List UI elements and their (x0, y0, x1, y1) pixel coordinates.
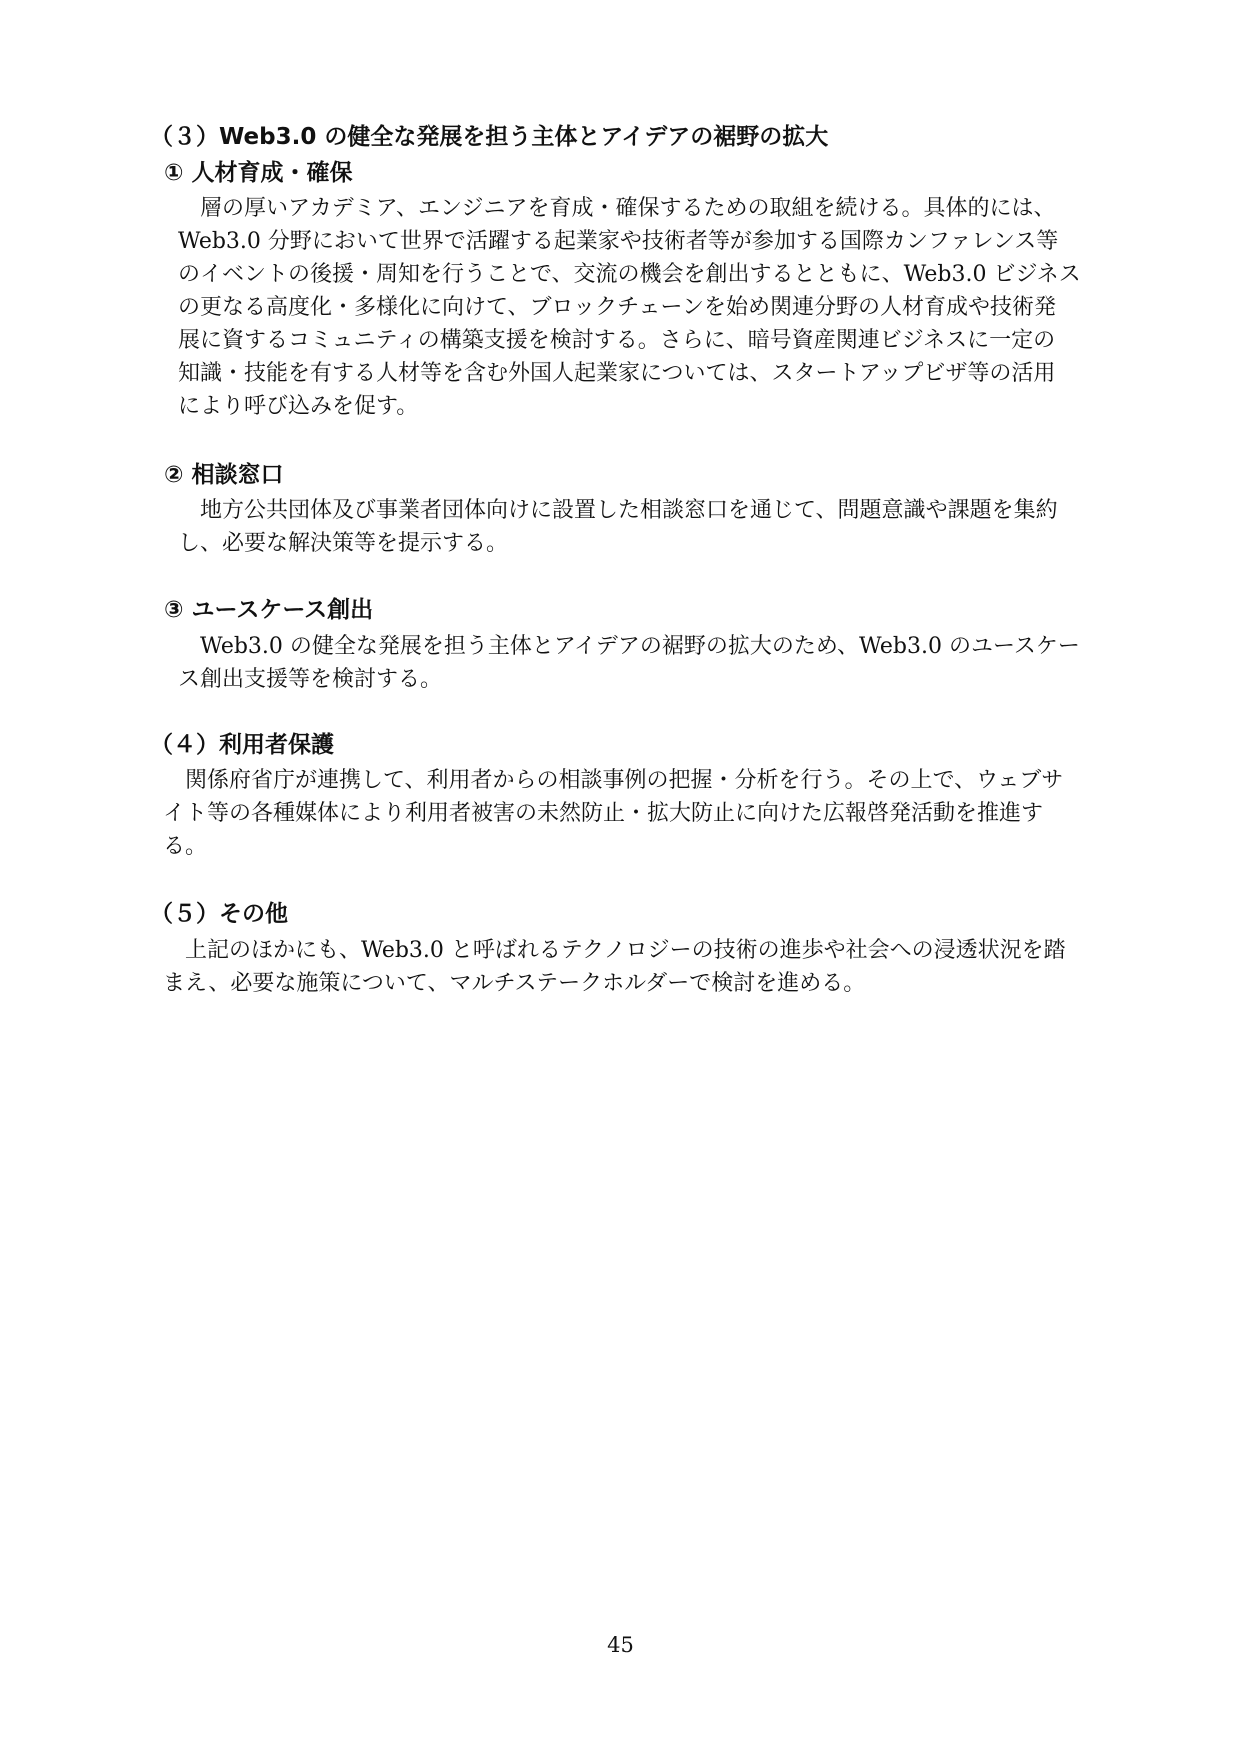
paragraph-line: ス創出支援等を検討する。 (178, 667, 443, 692)
paragraph-line: 地方公共団体及び事業者団体向けに設置した相談窓口を通じて、問題意識や課題を集約 (200, 498, 1058, 523)
paragraph-line: のイベントの後援・周知を行うことで、交流の機会を創出するとともに、Web3.0 ビジネス (178, 262, 1081, 287)
page-number: 45 (607, 1633, 634, 1657)
subsection-3-heading: ③ ユースケース創出 (164, 597, 374, 623)
paragraph-line: る。 (163, 834, 208, 859)
section-5-paragraph (163, 934, 1118, 1000)
section-5-heading: （５）その他 (150, 901, 288, 927)
section-4-paragraph (163, 764, 1118, 863)
paragraph-line: 関係府省庁が連携して、利用者からの相談事例の把握・分析を行う。その上で、ウェブサ (185, 768, 1064, 793)
paragraph-line: Web3.0 分野において世界で活躍する起業家や技術者等が参加する国際カンファレンス等 (178, 229, 1059, 254)
paragraph-line: イト等の各種媒体により利用者被害の未然防止・拡大防止に向けた広報啓発活動を推進す (163, 801, 1044, 826)
paragraph-line: 展に資するコミュニティの構築支援を検討する。さらに、暗号資産関連ビジネスに一定の (178, 328, 1056, 353)
paragraph-line: 層の厚いアカデミア、エンジニアを育成・確保するための取組を続ける。具体的には、 (200, 196, 1056, 221)
subsection-2-heading: ② 相談窓口 (164, 462, 284, 488)
subsection-2-paragraph (178, 494, 1118, 560)
paragraph-line: まえ、必要な施策について、マルチステークホルダーで検討を進める。 (163, 971, 866, 996)
paragraph-line: し、必要な解決策等を提示する。 (178, 531, 509, 556)
section-4-heading: （４）利用者保護 (150, 732, 334, 758)
paragraph-line: 上記のほかにも、Web3.0 と呼ばれるテクノロジーの技術の進歩や社会への浸透状況を踏 (185, 938, 1066, 963)
subsection-1-heading: ① 人材育成・確保 (164, 160, 353, 186)
subsection-3-paragraph (178, 630, 1118, 696)
paragraph-line: により呼び込みを促す。 (178, 394, 419, 419)
subsection-1-paragraph (178, 192, 1118, 423)
section-3-heading: （３）Web3.0 の健全な発展を担う主体とアイデアの裾野の拡大 (150, 124, 829, 150)
paragraph-line: の更なる高度化・多様化に向けて、ブロックチェーンを始め関連分野の人材育成や技術発 (178, 295, 1057, 320)
paragraph-line: Web3.0 の健全な発展を担う主体とアイデアの裾野の拡大のため、Web3.0 のユースケー (200, 634, 1080, 659)
paragraph-line: 知識・技能を有する人材等を含む外国人起業家については、スタートアップビザ等の活用 (178, 361, 1056, 386)
